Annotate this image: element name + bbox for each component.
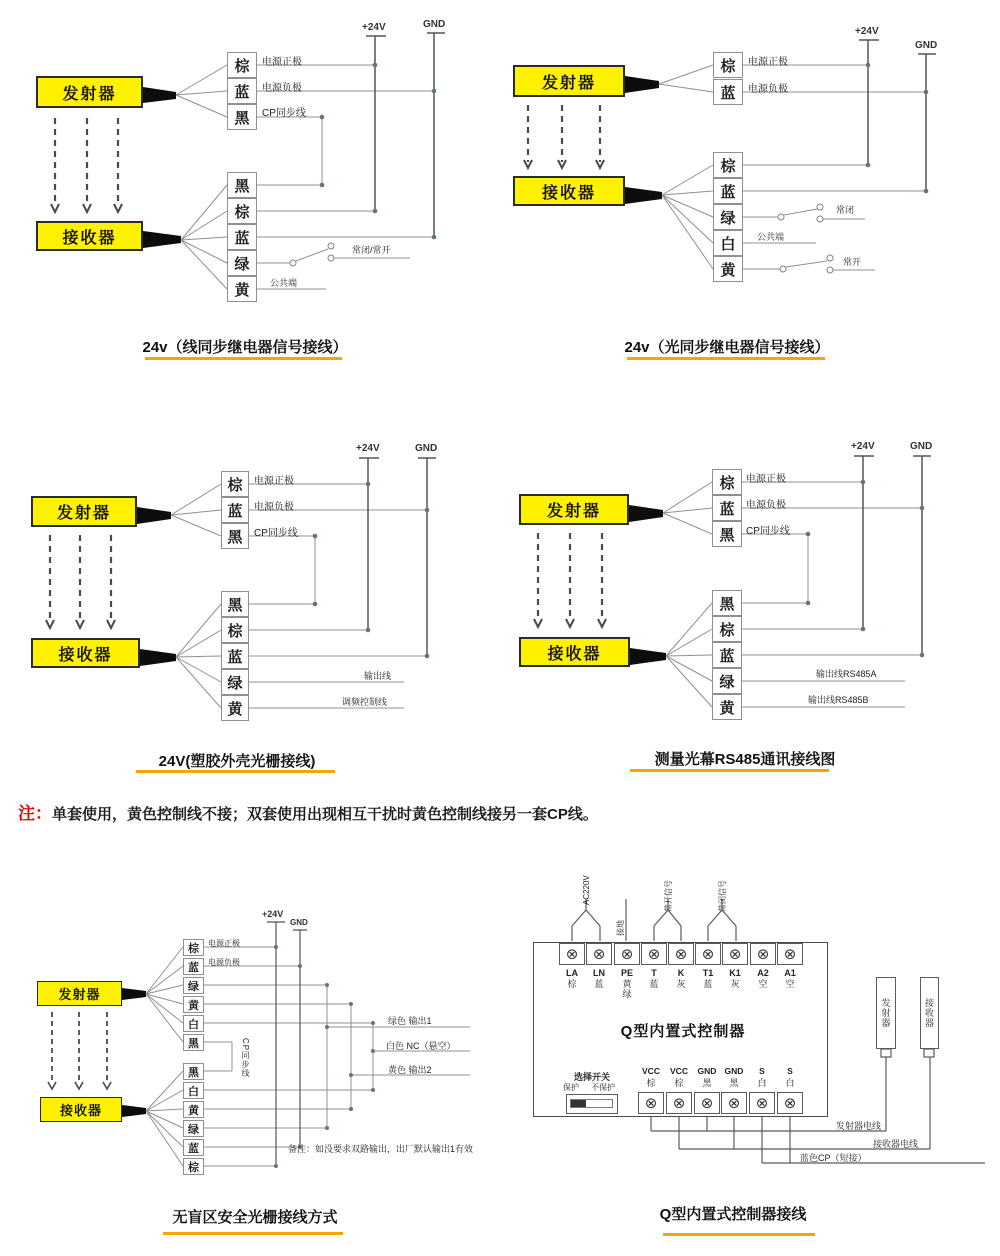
- screw-glyph: ⊗: [727, 1095, 741, 1112]
- screw-glyph: ⊗: [592, 946, 606, 963]
- sensor-transmitter: [876, 977, 896, 1049]
- cable-label-cp-short: 蓝色CP（短接）: [800, 1153, 867, 1163]
- wire-term: 棕: [183, 1158, 204, 1175]
- transmitter-box: 发射器: [513, 65, 625, 97]
- cable-label-transmitter: 发射器电线: [836, 1121, 882, 1131]
- wire-term: 黑: [221, 591, 249, 617]
- wire-term: 棕: [221, 617, 249, 643]
- wire-label-power-neg: 电源负极: [746, 500, 786, 511]
- screw-terminal-icon: [559, 943, 585, 965]
- wire-term: 棕: [712, 616, 742, 642]
- screw-glyph: ⊗: [565, 946, 579, 963]
- terminal-code: S: [759, 1066, 765, 1076]
- terminal-code: T: [651, 968, 657, 978]
- receiver-box: 接收器: [40, 1097, 122, 1122]
- terminal-color: 蓝: [703, 979, 713, 989]
- rail-label-24v: +24V: [262, 909, 284, 919]
- wire-label-nc: 常闭: [836, 205, 855, 215]
- terminal-code: A2: [757, 968, 769, 978]
- wire-term: 黄: [713, 256, 743, 282]
- wire-term: 黑: [712, 590, 742, 616]
- terminal-code: LA: [566, 968, 578, 978]
- screw-terminal-icon: [695, 943, 721, 965]
- screw-terminal-icon: [749, 1092, 775, 1114]
- terminal-code: S: [787, 1066, 793, 1076]
- title-underline: [136, 770, 335, 773]
- screw-terminal-icon: [668, 943, 694, 965]
- receiver-box: 接收器: [31, 638, 140, 668]
- wire-term: 棕: [713, 52, 743, 78]
- rail-label-gnd: GND: [915, 40, 938, 51]
- diagram-title: Q型内置式控制器接线: [659, 1206, 807, 1223]
- terminal-code: GND: [724, 1066, 744, 1076]
- rail-label-24v: +24V: [356, 443, 380, 454]
- mark-ground: 接地: [616, 920, 625, 936]
- wire-term: 黄: [183, 996, 204, 1013]
- terminal-code: PE: [620, 968, 633, 978]
- wire-term: 白: [183, 1082, 204, 1099]
- screw-terminal-icon: [638, 1092, 664, 1114]
- diagram-title: 24V(塑胶外壳光栅接线): [158, 753, 316, 770]
- wire-term: 黑: [221, 523, 249, 549]
- terminal-code: K1: [729, 968, 741, 978]
- terminal-color: 棕: [646, 1078, 656, 1088]
- wire-term: 蓝: [227, 224, 257, 250]
- wire-label-nc-no: 常闭/常开: [352, 245, 391, 255]
- rail-label-gnd: GND: [415, 443, 438, 454]
- terminal-color: 空: [785, 979, 795, 989]
- transmitter-box: 发射器: [37, 981, 122, 1006]
- wire-term: 黑: [712, 521, 742, 547]
- transmitter-box: 发射器: [36, 76, 143, 108]
- terminal-color: 棕: [567, 979, 577, 989]
- wire-label-power-pos: 电源正极: [746, 474, 786, 485]
- wire-label-power-neg: 电源负极: [208, 958, 240, 967]
- note-prefix: 注：: [18, 804, 52, 823]
- wire-term: 黄: [227, 276, 257, 302]
- terminal-color: 黑: [702, 1078, 712, 1088]
- controller-label: Q型内置式控制器: [620, 1023, 746, 1040]
- diagram-title: 24v（光同步继电器信号接线）: [624, 339, 830, 356]
- cable-label-receiver: 接收器电线: [873, 1139, 919, 1149]
- wire-label-power-pos: 电源正极: [262, 57, 302, 68]
- screw-glyph: ⊗: [728, 946, 742, 963]
- rail-label-24v: +24V: [855, 26, 879, 37]
- wire-term: 白: [183, 1015, 204, 1032]
- wire-label-output1: 绿色 输出1: [388, 1016, 432, 1026]
- wire-label-common: 公共端: [757, 232, 785, 242]
- wire-label-nc-floating: 白色 NC（悬空）: [386, 1041, 456, 1051]
- rail-label-gnd: GND: [910, 441, 933, 452]
- wire-term: 黄: [712, 694, 742, 720]
- wire-term: 蓝: [221, 643, 249, 669]
- terminal-color: 蓝: [594, 979, 604, 989]
- note-line: [18, 799, 658, 824]
- diagram-title: 24v（线同步继电器信号接线）: [142, 339, 348, 356]
- wire-label-output: 输出线: [364, 671, 392, 681]
- screw-glyph: ⊗: [674, 946, 688, 963]
- wire-term: 蓝: [183, 1139, 204, 1156]
- wire-term: 棕: [227, 52, 257, 78]
- mark-nc-signal: 常闭信号: [718, 880, 727, 912]
- wire-term: 白: [713, 230, 743, 256]
- terminal-code: VCC: [670, 1066, 688, 1076]
- screw-glyph: ⊗: [647, 946, 661, 963]
- switch-title: 选择开关: [573, 1072, 610, 1082]
- receiver-box: 接收器: [513, 176, 625, 206]
- switch-option-protect: 保护: [563, 1083, 579, 1092]
- terminal-code: GND: [697, 1066, 717, 1076]
- protect-switch-knob[interactable]: [571, 1100, 586, 1107]
- diagram-title: 无盲区安全光栅接线方式: [172, 1209, 338, 1226]
- rail-label-gnd: GND: [423, 19, 446, 30]
- wire-term: 绿: [712, 668, 742, 694]
- rail-label-24v: +24V: [851, 441, 875, 452]
- wire-label-cp-sync: CP同步线: [262, 108, 306, 119]
- title-underline: [630, 769, 829, 772]
- wire-term: 棕: [712, 469, 742, 495]
- screw-glyph: ⊗: [644, 1095, 658, 1112]
- transmitter-box: 发射器: [31, 496, 137, 527]
- sensor-receiver-label: 接收器: [924, 998, 934, 1028]
- wire-label-power-neg: 电源负极: [254, 502, 294, 513]
- terminal-color: 蓝: [649, 979, 659, 989]
- wire-label-power-pos: 电源正极: [748, 57, 788, 68]
- terminal-color: 白: [757, 1078, 767, 1088]
- wire-term: 黑: [227, 104, 257, 130]
- rail-label-gnd: GND: [290, 918, 308, 927]
- sensor-transmitter-label: 发射器: [880, 998, 891, 1028]
- wire-term: 棕: [713, 152, 743, 178]
- receiver-box: 接收器: [36, 221, 143, 251]
- mark-no-signal: 常开信号: [664, 880, 673, 912]
- note-body: 单套使用，黄色控制线不接；双套使用出现相互干扰时黄色控制线接另一套CP线。: [52, 806, 598, 823]
- wire-term: 棕: [183, 939, 204, 956]
- diagram-title: 测量光幕RS485通讯接线图: [654, 751, 836, 768]
- wire-label-rs485b: 输出线RS485B: [808, 695, 869, 705]
- remark-text: 备注：如没要求双路输出，出厂默认输出1有效: [288, 1144, 474, 1154]
- wire-term: 蓝: [712, 495, 742, 521]
- screw-glyph: ⊗: [701, 946, 715, 963]
- terminal-code: T1: [702, 968, 714, 978]
- wire-term: 黑: [183, 1034, 204, 1051]
- rail-label-24v: +24V: [362, 22, 386, 33]
- wire-term: 黑: [227, 172, 257, 198]
- terminal-color: 黑: [729, 1078, 739, 1088]
- sensor-receiver: [920, 977, 939, 1049]
- receiver-box: 接收器: [519, 637, 630, 667]
- terminal-code: A1: [784, 968, 796, 978]
- terminal-code: K: [677, 968, 685, 978]
- wire-label-power-neg: 电源负极: [262, 83, 302, 94]
- wire-term: 蓝: [712, 642, 742, 668]
- screw-glyph: ⊗: [700, 1095, 714, 1112]
- terminal-code: VCC: [642, 1066, 660, 1076]
- wire-label-cp-sync: CP同步线: [746, 526, 790, 537]
- terminal-code: LN: [593, 968, 605, 978]
- screw-glyph: ⊗: [783, 946, 797, 963]
- wire-term: 绿: [221, 669, 249, 695]
- wire-label-cp-sync: CP同步线: [254, 528, 298, 539]
- wire-label-output2: 黄色 输出2: [388, 1065, 432, 1075]
- screw-terminal-icon: [777, 1092, 803, 1114]
- screw-terminal-icon: [614, 943, 640, 965]
- mark-ac220v: AC220V: [582, 875, 591, 905]
- wire-label-common: 公共端: [270, 278, 298, 288]
- terminal-color: 灰: [730, 979, 740, 989]
- terminal-color: 白: [785, 1078, 795, 1088]
- terminal-color: 黄绿: [622, 979, 632, 1000]
- screw-terminal-icon: [721, 1092, 747, 1114]
- screw-terminal-icon: [586, 943, 612, 965]
- wire-term: 绿: [713, 204, 743, 230]
- wire-label-power-neg: 电源负极: [748, 84, 788, 95]
- screw-terminal-icon: [722, 943, 748, 965]
- wire-term: 棕: [221, 471, 249, 497]
- terminal-color: 空: [758, 979, 768, 989]
- screw-glyph: ⊗: [620, 946, 634, 963]
- wire-term: 棕: [227, 198, 257, 224]
- wire-term: 绿: [183, 977, 204, 994]
- wire-label-no: 常开: [843, 257, 862, 267]
- terminal-color: 棕: [674, 1078, 684, 1088]
- title-underline: [163, 1232, 343, 1235]
- screw-terminal-icon: [750, 943, 776, 965]
- wire-term: 蓝: [183, 958, 204, 975]
- screw-terminal-icon: [666, 1092, 692, 1114]
- screw-glyph: ⊗: [783, 1095, 797, 1112]
- wire-term: 绿: [183, 1120, 204, 1137]
- transmitter-box: 发射器: [519, 494, 629, 525]
- screw-terminal-icon: [694, 1092, 720, 1114]
- wire-label-cp-sync: CP同步线: [241, 1038, 250, 1079]
- switch-option-noprotect: 不保护: [591, 1083, 615, 1092]
- screw-glyph: ⊗: [672, 1095, 686, 1112]
- wire-label-fm-control: 调频控制线: [342, 697, 388, 707]
- screw-glyph: ⊗: [756, 946, 770, 963]
- title-underline: [663, 1233, 815, 1236]
- wire-label-rs485a: 输出线RS485A: [816, 669, 877, 679]
- wire-term: 蓝: [221, 497, 249, 523]
- wire-term: 黑: [183, 1063, 204, 1080]
- wire-term: 黄: [183, 1101, 204, 1118]
- wire-term: 黄: [221, 695, 249, 721]
- wire-label-power-pos: 电源正极: [208, 939, 240, 948]
- wire-term: 蓝: [713, 79, 743, 105]
- terminal-color: 灰: [676, 979, 686, 989]
- screw-terminal-icon: [777, 943, 803, 965]
- title-underline: [627, 357, 825, 360]
- wire-label-power-pos: 电源正极: [254, 476, 294, 487]
- screw-glyph: ⊗: [755, 1095, 769, 1112]
- screw-terminal-icon: [641, 943, 667, 965]
- wire-term: 蓝: [713, 178, 743, 204]
- wire-term: 绿: [227, 250, 257, 276]
- wire-term: 蓝: [227, 78, 257, 104]
- title-underline: [145, 357, 342, 360]
